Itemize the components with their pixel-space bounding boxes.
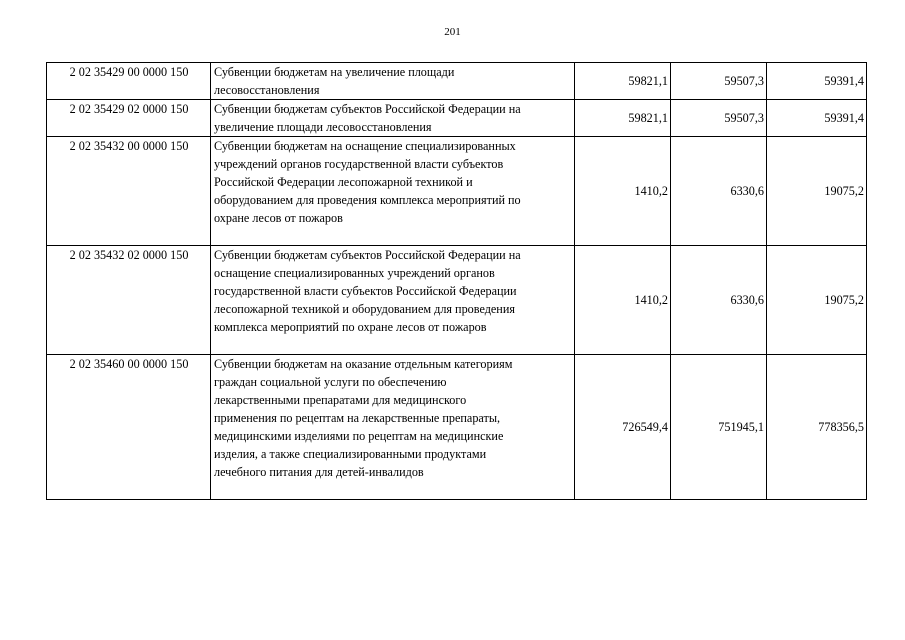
budget-code-cell: 2 02 35432 00 0000 150 (47, 137, 211, 246)
description-line: Субвенции бюджетам субъектов Российской Федерации на (214, 102, 521, 116)
amount-year-2-cell: 6330,6 (671, 137, 767, 246)
description-cell (211, 63, 575, 100)
amount-year-3-cell: 19075,2 (767, 137, 867, 246)
description-line: увеличение площади лесовосстановления (214, 120, 432, 134)
description-line: лекарственными препаратами для медицинского (214, 393, 467, 407)
description-cell (211, 100, 575, 137)
table-body (47, 63, 867, 500)
amount-year-3-cell: 19075,2 (767, 246, 867, 355)
amount-year-2-cell: 6330,6 (671, 246, 767, 355)
amount-year-1-cell: 59821,1 (575, 100, 671, 137)
table-row (47, 100, 867, 137)
description-line: охране лесов от пожаров (214, 211, 343, 225)
description-line: применения по рецептам на лекарственные препараты, (214, 411, 501, 425)
amount-year-2-cell: 751945,1 (671, 355, 767, 500)
table-row (47, 355, 867, 500)
description-line: Субвенции бюджетам на оснащение специализированных (214, 139, 516, 153)
amount-year-1-cell: 1410,2 (575, 137, 671, 246)
budget-code-cell: 2 02 35429 02 0000 150 (47, 100, 211, 137)
description-line: Российской Федерации лесопожарной техникой и (214, 175, 473, 189)
budget-code-cell: 2 02 35432 02 0000 150 (47, 246, 211, 355)
blank-line (214, 336, 572, 354)
table-row (47, 246, 867, 355)
table-row (47, 63, 867, 100)
amount-year-1-cell: 59821,1 (575, 63, 671, 100)
description-line: лечебного питания для детей-инвалидов (214, 465, 424, 479)
description-line: медицинскими изделиями по рецептам на медицинские (214, 429, 504, 443)
description-line: государственной власти субъектов Российской Федерации (214, 284, 517, 298)
budget-code-cell: 2 02 35460 00 0000 150 (47, 355, 211, 500)
amount-year-2-cell: 59507,3 (671, 100, 767, 137)
description-line: лесовосстановления (214, 83, 320, 97)
description-line: граждан социальной услуги по обеспечению (214, 375, 447, 389)
amount-year-1-cell: 726549,4 (575, 355, 671, 500)
description-line: оснащение специализированных учреждений органов (214, 266, 495, 280)
blank-line (214, 227, 572, 245)
amount-year-3-cell: 778356,5 (767, 355, 867, 500)
amount-year-3-cell: 59391,4 (767, 63, 867, 100)
description-line: учреждений органов государственной власти субъектов (214, 157, 504, 171)
description-line: лесопожарной техникой и оборудованием для проведения (214, 302, 515, 316)
table-row (47, 137, 867, 246)
amount-year-3-cell: 59391,4 (767, 100, 867, 137)
blank-line (214, 481, 572, 499)
page-number: 201 (444, 26, 461, 38)
amount-year-1-cell: 1410,2 (575, 246, 671, 355)
description-line: Субвенции бюджетам на увеличение площади (214, 65, 455, 79)
amount-year-2-cell: 59507,3 (671, 63, 767, 100)
budget-table (46, 62, 867, 500)
description-line: изделия, а также специализированными продуктами (214, 447, 487, 461)
description-line: комплекса мероприятий по охране лесов от пожаров (214, 320, 487, 334)
description-line: Субвенции бюджетам на оказание отдельным категориям (214, 357, 513, 371)
budget-code-cell: 2 02 35429 00 0000 150 (47, 63, 211, 100)
description-cell (211, 355, 575, 500)
description-line: Субвенции бюджетам субъектов Российской Федерации на (214, 248, 521, 262)
description-line: оборудованием для проведения комплекса мероприятий по (214, 193, 521, 207)
description-cell (211, 246, 575, 355)
description-cell (211, 137, 575, 246)
